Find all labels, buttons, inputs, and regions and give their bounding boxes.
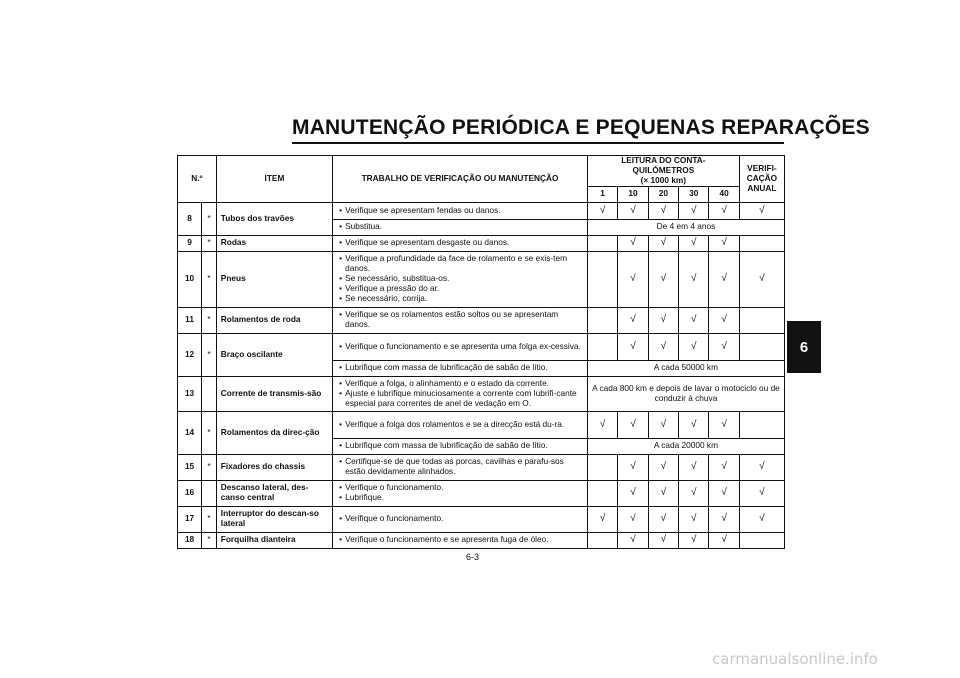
table-row: 10 * Pneus • Verifique a profundidade da face de rolamento e se exis-tem danos. • Se necessário, substitua-os. • Verifique a pressão do ar. • Se necessário, corrija. √ √ √ √ √ (178, 251, 785, 307)
check-mark: √ (648, 235, 678, 251)
header-num: N.º (178, 156, 217, 203)
check-mark: √ (618, 333, 648, 360)
table-row: 12 * Braço oscilante • Verifique o funcionamento e se apresenta uma folga ex-cessiva. √ √ √ √ (178, 333, 785, 360)
work-text: • Verifique a profundidade da face de rolamento e se exis-tem danos. (337, 254, 583, 274)
work-text: • Certifique-se de que todas as porcas, cavilhas e parafu-sos estão devidamente alinhados. (337, 457, 583, 477)
interval-text: A cada 20000 km (587, 438, 784, 454)
check-mark: √ (618, 202, 648, 219)
table-row: 9 * Rodas • Verifique se apresentam desgaste ou danos. √ √ √ √ (178, 235, 785, 251)
check-mark: √ (618, 307, 648, 333)
header-annual: VERIFI-CAÇÃO ANUAL (739, 156, 784, 203)
work-text: • Verifique o funcionamento. (337, 483, 583, 493)
table-row: 14 * Rolamentos da direc-ção • Verifique a folga dos rolamentos e se a direcção está du-ra. √ √ √ √ √ (178, 411, 785, 438)
table-row: 16 Descanso lateral, des-canso central • Verifique o funcionamento. • Lubrifique. √ √ √ √ √ (178, 480, 785, 506)
check-mark: √ (709, 454, 739, 480)
chapter-tab: 6 (787, 321, 821, 373)
check-mark: √ (648, 454, 678, 480)
work-text: • Se necessário, substitua-os. (337, 274, 583, 284)
check-mark: √ (709, 251, 739, 307)
check-mark: √ (709, 307, 739, 333)
work-text: • Lubrifique com massa de lubrificação de sabão de lítio. (337, 441, 583, 451)
header-odometer-line2: (× 1000 km) (640, 174, 687, 185)
header-odo-col: 20 (648, 186, 678, 202)
check-mark: √ (739, 251, 784, 307)
table-row: 17 * Interruptor do descan-so lateral • Verifique o funcionamento. √ √ √ √ √ √ (178, 506, 785, 532)
check-mark: √ (739, 202, 784, 219)
check-mark: √ (648, 480, 678, 506)
check-mark: √ (679, 532, 709, 548)
check-mark: √ (648, 307, 678, 333)
check-mark: √ (739, 454, 784, 480)
work-text: • Se necessário, corrija. (337, 294, 583, 304)
check-mark: √ (648, 251, 678, 307)
check-mark: √ (709, 202, 739, 219)
interval-text: A cada 50000 km (587, 360, 784, 376)
check-mark: √ (648, 411, 678, 438)
check-mark: √ (739, 480, 784, 506)
check-mark: √ (709, 532, 739, 548)
check-mark: √ (679, 333, 709, 360)
check-mark: √ (618, 480, 648, 506)
check-mark: √ (679, 480, 709, 506)
interval-text: A cada 800 km e depois de lavar o motociclo ou de conduzir à chuva (587, 376, 784, 411)
check-mark: √ (587, 506, 617, 532)
table-row: 13 Corrente de transmis-são • Verifique a folga, o alinhamento e o estado da corrente. • Ajuste e lubrifique minuciosamente a corrente com lubrifi-cante especial para correntes de anel de vedação em O. A cada 800 km e depois de lavar o motociclo ou de conduzir à chuva (178, 376, 785, 411)
check-mark: √ (679, 411, 709, 438)
check-mark: √ (618, 235, 648, 251)
work-text: • Lubrifique. (337, 493, 583, 503)
check-mark: √ (648, 532, 678, 548)
watermark: carmanualsonline.info (712, 650, 878, 668)
check-mark: √ (618, 532, 648, 548)
work-text: • Verifique o funcionamento e se apresenta uma folga ex-cessiva. (337, 342, 583, 352)
check-mark: √ (618, 454, 648, 480)
check-mark: √ (648, 333, 678, 360)
work-text: • Verifique a folga, o alinhamento e o estado da corrente. (337, 379, 583, 389)
header-odo-col: 30 (679, 186, 709, 202)
work-text: • Verifique o funcionamento e se apresenta fuga de óleo. (337, 535, 583, 545)
check-mark: √ (709, 506, 739, 532)
work-text: • Ajuste e lubrifique minuciosamente a corrente com lubrifi-cante especial para correntes de anel de vedação em O. (337, 389, 583, 409)
check-mark: √ (679, 235, 709, 251)
header-odometer (587, 156, 739, 187)
check-mark: √ (709, 235, 739, 251)
check-mark: √ (648, 202, 678, 219)
table-row: 11 * Rolamentos de roda • Verifique se os rolamentos estão soltos ou se apresentam danos. √ √ √ √ (178, 307, 785, 333)
table-row: 18 * Forquilha dianteira • Verifique o funcionamento e se apresenta fuga de óleo. √ √ √ √ (178, 532, 785, 548)
check-mark: √ (618, 251, 648, 307)
page-title: MANUTENÇÃO PERIÓDICA E PEQUENAS REPARAÇÕES (292, 116, 870, 139)
interval-text: De 4 em 4 anos (587, 219, 784, 235)
header-odo-col: 40 (709, 186, 739, 202)
work-text: • Verifique a pressão do ar. (337, 284, 583, 294)
page-number: 6-3 (466, 552, 480, 562)
title-rule (292, 142, 784, 144)
check-mark: √ (679, 202, 709, 219)
work-text: • Lubrifique com massa de lubrificação de sabão de lítio. (337, 363, 583, 373)
work-text: • Verifique a folga dos rolamentos e se a direcção está du-ra. (337, 420, 583, 430)
check-mark: √ (679, 307, 709, 333)
check-mark: √ (679, 454, 709, 480)
check-mark: √ (709, 333, 739, 360)
work-text: • Verifique o funcionamento. (337, 514, 583, 524)
check-mark: √ (739, 506, 784, 532)
check-mark: √ (618, 506, 648, 532)
maintenance-table (177, 155, 785, 549)
check-mark: √ (618, 411, 648, 438)
header-odo-col: 1 (587, 186, 617, 202)
check-mark: √ (679, 506, 709, 532)
header-item: ITEM (216, 156, 332, 203)
work-text: • Verifique se apresentam fendas ou danos. (337, 206, 583, 216)
check-mark: √ (587, 411, 617, 438)
check-mark: √ (587, 202, 617, 219)
check-mark: √ (709, 480, 739, 506)
header-odometer-line1: LEITURA DO CONTA-QUILÓMETROS (621, 155, 706, 175)
check-mark: √ (709, 411, 739, 438)
table-row: 8 * Tubos dos travões • Verifique se apresentam fendas ou danos. √ √ √ √ √ √ (178, 202, 785, 219)
table-row: 15 * Fixadores do chassis • Certifique-se de que todas as porcas, cavilhas e parafu-sos estão devidamente alinhados. √ √ √ √ √ (178, 454, 785, 480)
work-text: • Substitua. (337, 222, 583, 232)
work-text: • Verifique se apresentam desgaste ou danos. (337, 238, 583, 248)
work-text: • Verifique se os rolamentos estão soltos ou se apresentam danos. (337, 310, 583, 330)
check-mark: √ (679, 251, 709, 307)
header-work: TRABALHO DE VERIFICAÇÃO OU MANUTENÇÃO (333, 156, 588, 203)
header-odo-col: 10 (618, 186, 648, 202)
check-mark: √ (648, 506, 678, 532)
